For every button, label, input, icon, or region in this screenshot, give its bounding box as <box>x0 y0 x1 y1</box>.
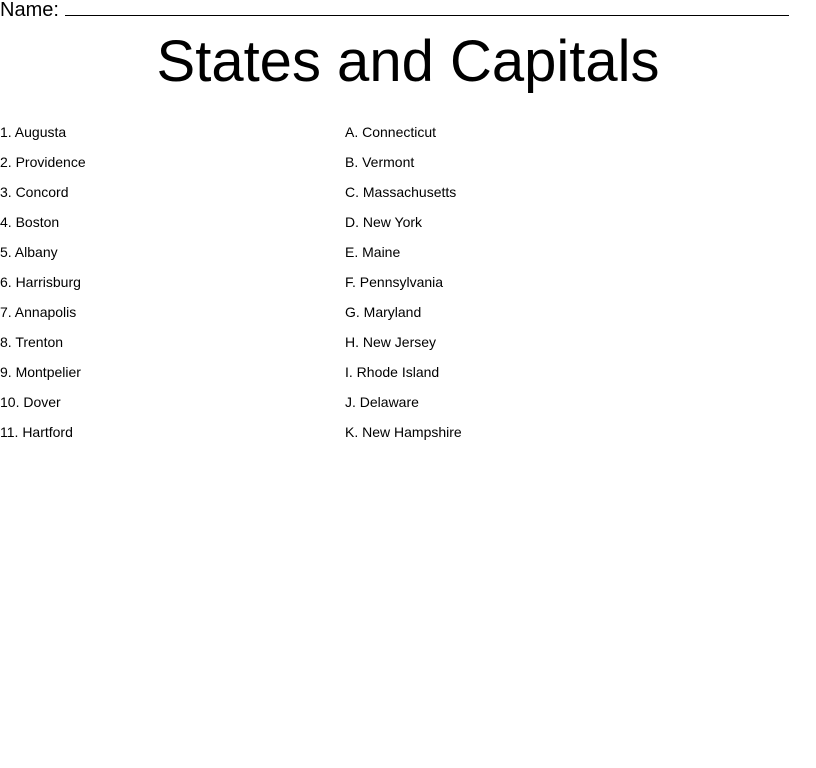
capital-item: 11. Hartford <box>0 424 73 440</box>
capital-item: 6. Harrisburg <box>0 274 81 290</box>
state-item: G. Maryland <box>345 304 422 320</box>
capital-item: 3. Concord <box>0 184 69 200</box>
state-item: H. New Jersey <box>345 334 437 350</box>
capital-item: 7. Annapolis <box>0 304 77 320</box>
capitals-list <box>0 117 86 447</box>
state-item: C. Massachusetts <box>345 184 457 200</box>
name-label: Name: <box>0 0 59 21</box>
state-item: B. Vermont <box>345 154 415 170</box>
capital-item: 8. Trenton <box>0 334 64 350</box>
state-item: D. New York <box>345 214 423 230</box>
state-item: J. Delaware <box>345 394 419 410</box>
capital-item: 9. Montpelier <box>0 364 81 380</box>
name-line <box>0 0 789 22</box>
capital-item: 2. Providence <box>0 154 86 170</box>
capital-item: 4. Boston <box>0 214 60 230</box>
states-list <box>345 117 462 447</box>
page-title: States and Capitals <box>156 29 660 94</box>
state-item: K. New Hampshire <box>345 424 462 440</box>
capital-item: 5. Albany <box>0 244 58 260</box>
state-item: A. Connecticut <box>345 124 437 140</box>
state-item: E. Maine <box>345 244 401 260</box>
state-item: F. Pennsylvania <box>345 274 444 290</box>
state-item: I. Rhode Island <box>345 364 440 380</box>
capital-item: 10. Dover <box>0 394 61 410</box>
capital-item: 1. Augusta <box>0 124 67 140</box>
name-blank[interactable] <box>65 0 789 16</box>
